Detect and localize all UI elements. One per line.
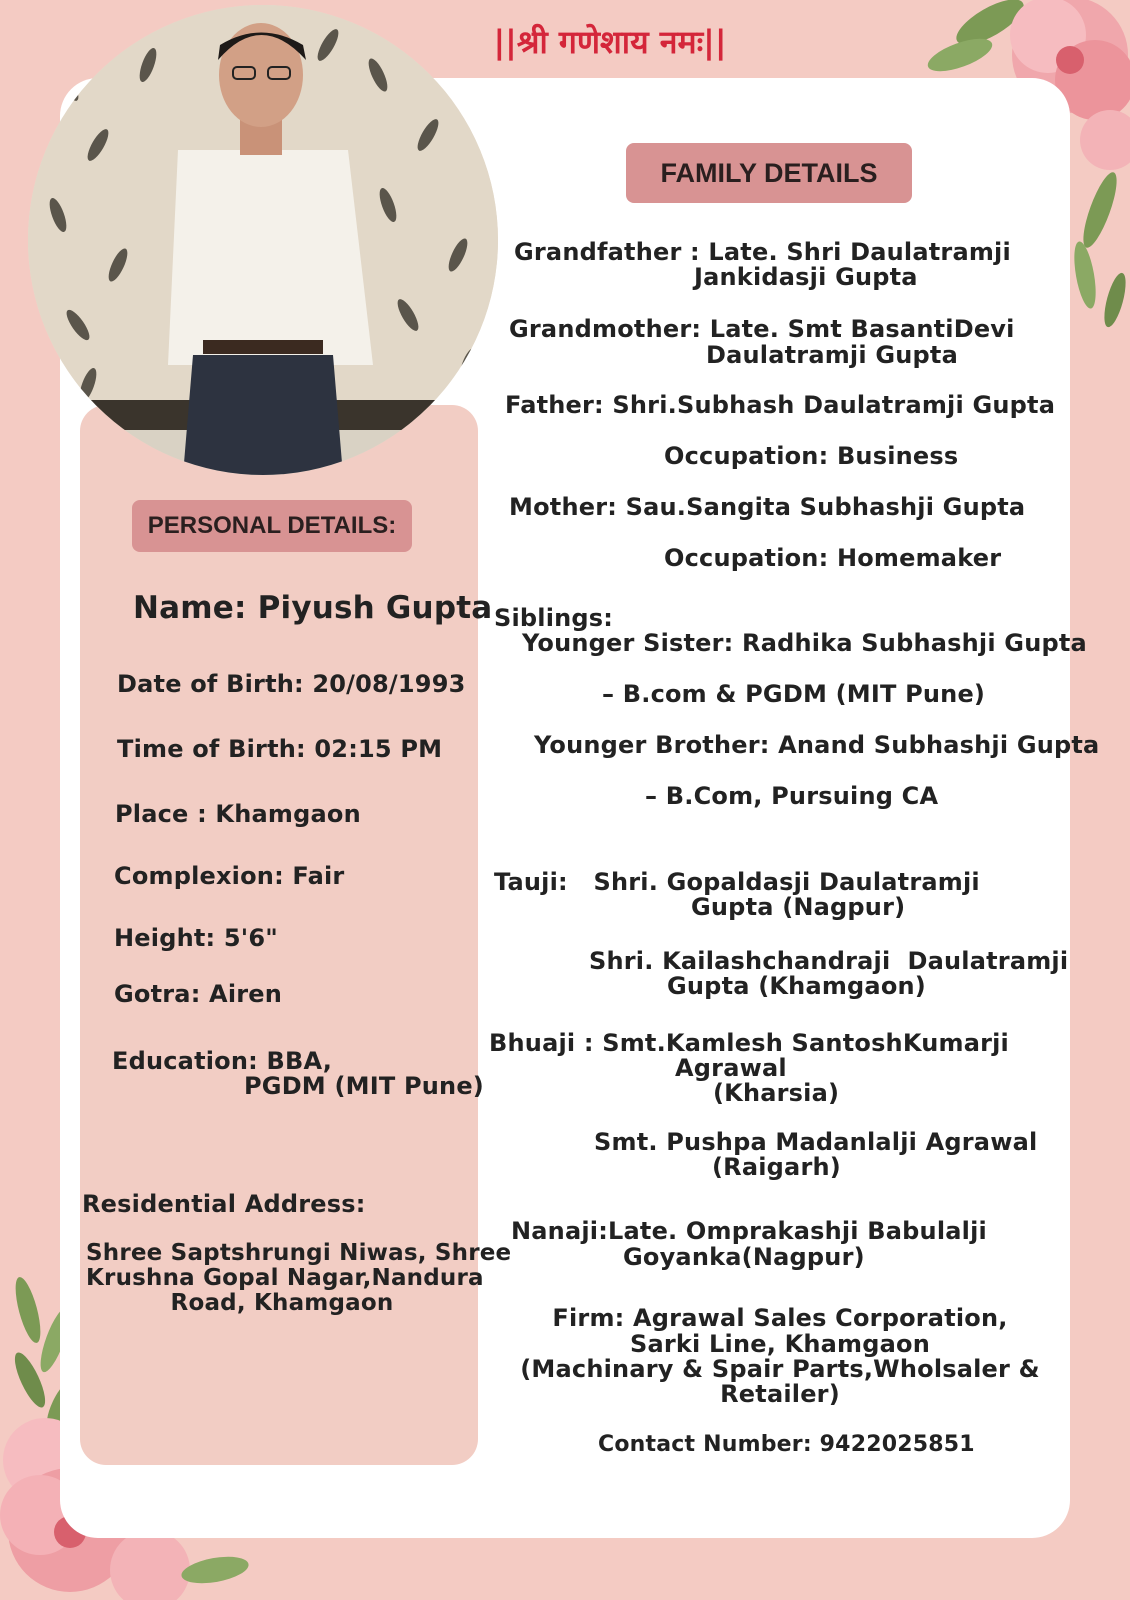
tauji-line-1: Tauji: Shri. Gopaldasji Daulatramji: [494, 868, 980, 896]
address-line-2: Krushna Gopal Nagar,Nandura: [86, 1265, 484, 1291]
address-line-1: Shree Saptshrungi Niwas, Shree: [86, 1240, 512, 1266]
firm-line-1: Firm: Agrawal Sales Corporation,: [552, 1304, 1008, 1332]
bhuaji-line-1: Bhuaji : Smt.Kamlesh SantoshKumarji: [489, 1029, 1009, 1057]
brother-education: – B.Com, Pursuing CA: [645, 782, 939, 810]
bhuaji2-line-1: Smt. Pushpa Madanlalji Agrawal: [594, 1128, 1038, 1156]
brother-line: Younger Brother: Anand Subhashji Gupta: [534, 731, 1100, 759]
personal-complexion: Complexion: Fair: [114, 862, 345, 890]
personal-education: Education: BBA,: [112, 1047, 333, 1075]
personal-gotra: Gotra: Airen: [114, 980, 283, 1008]
bhuaji-line-2: Agrawal: [675, 1054, 787, 1082]
contact-number: Contact Number: 9422025851: [598, 1432, 975, 1457]
personal-height: Height: 5'6": [114, 924, 278, 952]
address-label: Residential Address:: [82, 1190, 366, 1218]
tauji2-line-2: Gupta (Khamgaon): [667, 972, 926, 1000]
nanaji-line-1: Nanaji:Late. Omprakashji Babulalji: [511, 1217, 987, 1245]
siblings-label: Siblings:: [494, 604, 614, 632]
father-occupation: Occupation: Business: [664, 442, 959, 470]
nanaji-line-2: Goyanka(Nagpur): [623, 1243, 865, 1271]
invocation-heading: ||श्री गणेशाय नमः||: [493, 23, 727, 61]
profile-photo: [28, 5, 498, 475]
bhuaji2-line-2: (Raigarh): [712, 1153, 841, 1181]
sister-line: Younger Sister: Radhika Subhashji Gupta: [522, 629, 1087, 657]
mother-occupation: Occupation: Homemaker: [664, 544, 1002, 572]
personal-tob: Time of Birth: 02:15 PM: [117, 735, 443, 763]
grandfather-line-2: Jankidasji Gupta: [694, 263, 918, 291]
mother-line: Mother: Sau.Sangita Subhashji Gupta: [509, 493, 1026, 521]
personal-name: Name: Piyush Gupta: [133, 590, 493, 626]
sister-education: – B.com & PGDM (MIT Pune): [602, 680, 986, 708]
tauji2-line-1: Shri. Kailashchandraji Daulatramji: [589, 947, 1069, 975]
address-line-3: Road, Khamgaon: [170, 1290, 394, 1316]
personal-details-heading: PERSONAL DETAILS:: [132, 500, 412, 552]
personal-place: Place : Khamgaon: [115, 800, 361, 828]
tauji-line-2: Gupta (Nagpur): [691, 893, 906, 921]
personal-education-2: PGDM (MIT Pune): [244, 1072, 484, 1100]
family-details-heading: FAMILY DETAILS: [626, 143, 912, 203]
grandmother-line-2: Daulatramji Gupta: [706, 341, 958, 369]
personal-dob: Date of Birth: 20/08/1993: [117, 670, 466, 698]
bhuaji-line-3: (Kharsia): [713, 1079, 840, 1107]
grandfather-line-1: Grandfather : Late. Shri Daulatramji: [514, 238, 1011, 266]
grandmother-line-1: Grandmother: Late. Smt BasantiDevi: [509, 315, 1015, 343]
firm-line-4: Retailer): [720, 1380, 840, 1408]
firm-line-3: (Machinary & Spair Parts,Wholsaler &: [520, 1355, 1040, 1383]
firm-line-2: Sarki Line, Khamgaon: [629, 1330, 931, 1358]
father-line: Father: Shri.Subhash Daulatramji Gupta: [505, 391, 1056, 419]
